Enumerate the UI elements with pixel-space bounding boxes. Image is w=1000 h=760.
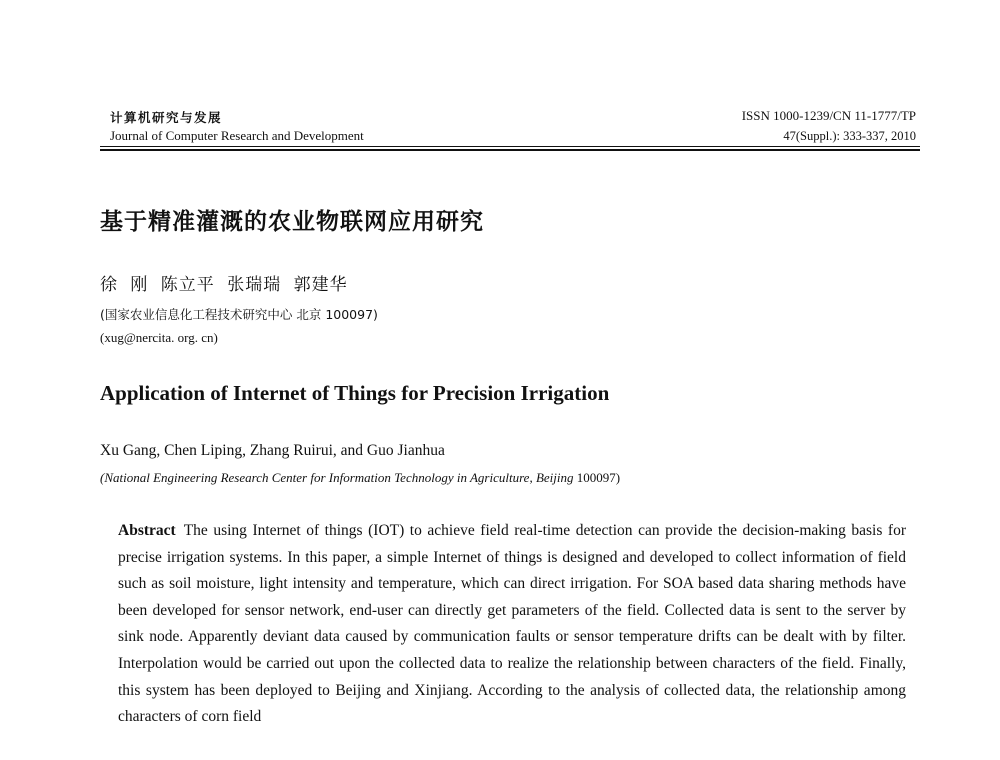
journal-name-en: Journal of Computer Research and Development <box>110 128 364 143</box>
authors-en: Xu Gang, Chen Liping, Zhang Ruirui, and Guo Jianhua <box>100 442 445 459</box>
header-rule-thick <box>100 149 920 151</box>
affiliation-en-postcode: 100097) <box>576 470 621 485</box>
journal-name-cn: 计算机研究与发展 <box>110 110 223 125</box>
author-email: (xug@nercita. org. cn) <box>100 330 218 345</box>
authors-cn: 徐 刚 陈立平 张瑞瑞 郭建华 <box>100 275 348 295</box>
abstract-text: The using Internet of things (IOT) to achieve field real-time detection can provide the decision-making basis for precise irrigation systems. In this paper, a simple Internet of things is designed and developed to collect information of field such as soil moisture, light intensity and temperature, which can direct irrigation. For SOA based data sharing methods have been developed for sensor network, end-user can directly get parameters of the field. Collected data is sent to the server by sink node. Apparently deviant data caused by communication faults or sensor temperature drifts can be dealt with by filter. Interpolation would be carried out upon the collected data to realize the relationship between characters of the field. Finally, this system has been deployed to Beijing and Xinjiang. According to the analysis of collected data, the relationship among characters of corn field <box>118 522 906 726</box>
affiliation-cn: (国家农业信息化工程技术研究中心 北京 100097) <box>100 307 378 322</box>
affiliation-en-text: (National Engineering Research Center for Information Technology in Agriculture, Beijing <box>100 470 574 485</box>
journal-issn: ISSN 1000-1239/CN 11-1777/TP <box>741 108 916 123</box>
affiliation-en <box>100 470 620 486</box>
abstract-label: Abstract <box>118 522 176 539</box>
header-rule-thin <box>100 146 920 147</box>
abstract-paragraph <box>118 518 906 731</box>
journal-volume: 47(Suppl.): 333-337, 2010 <box>783 129 916 143</box>
article-title-en: Application of Internet of Things for Precision Irrigation <box>100 381 610 405</box>
article-title-cn: 基于精准灌溉的农业物联网应用研究 <box>100 209 484 235</box>
